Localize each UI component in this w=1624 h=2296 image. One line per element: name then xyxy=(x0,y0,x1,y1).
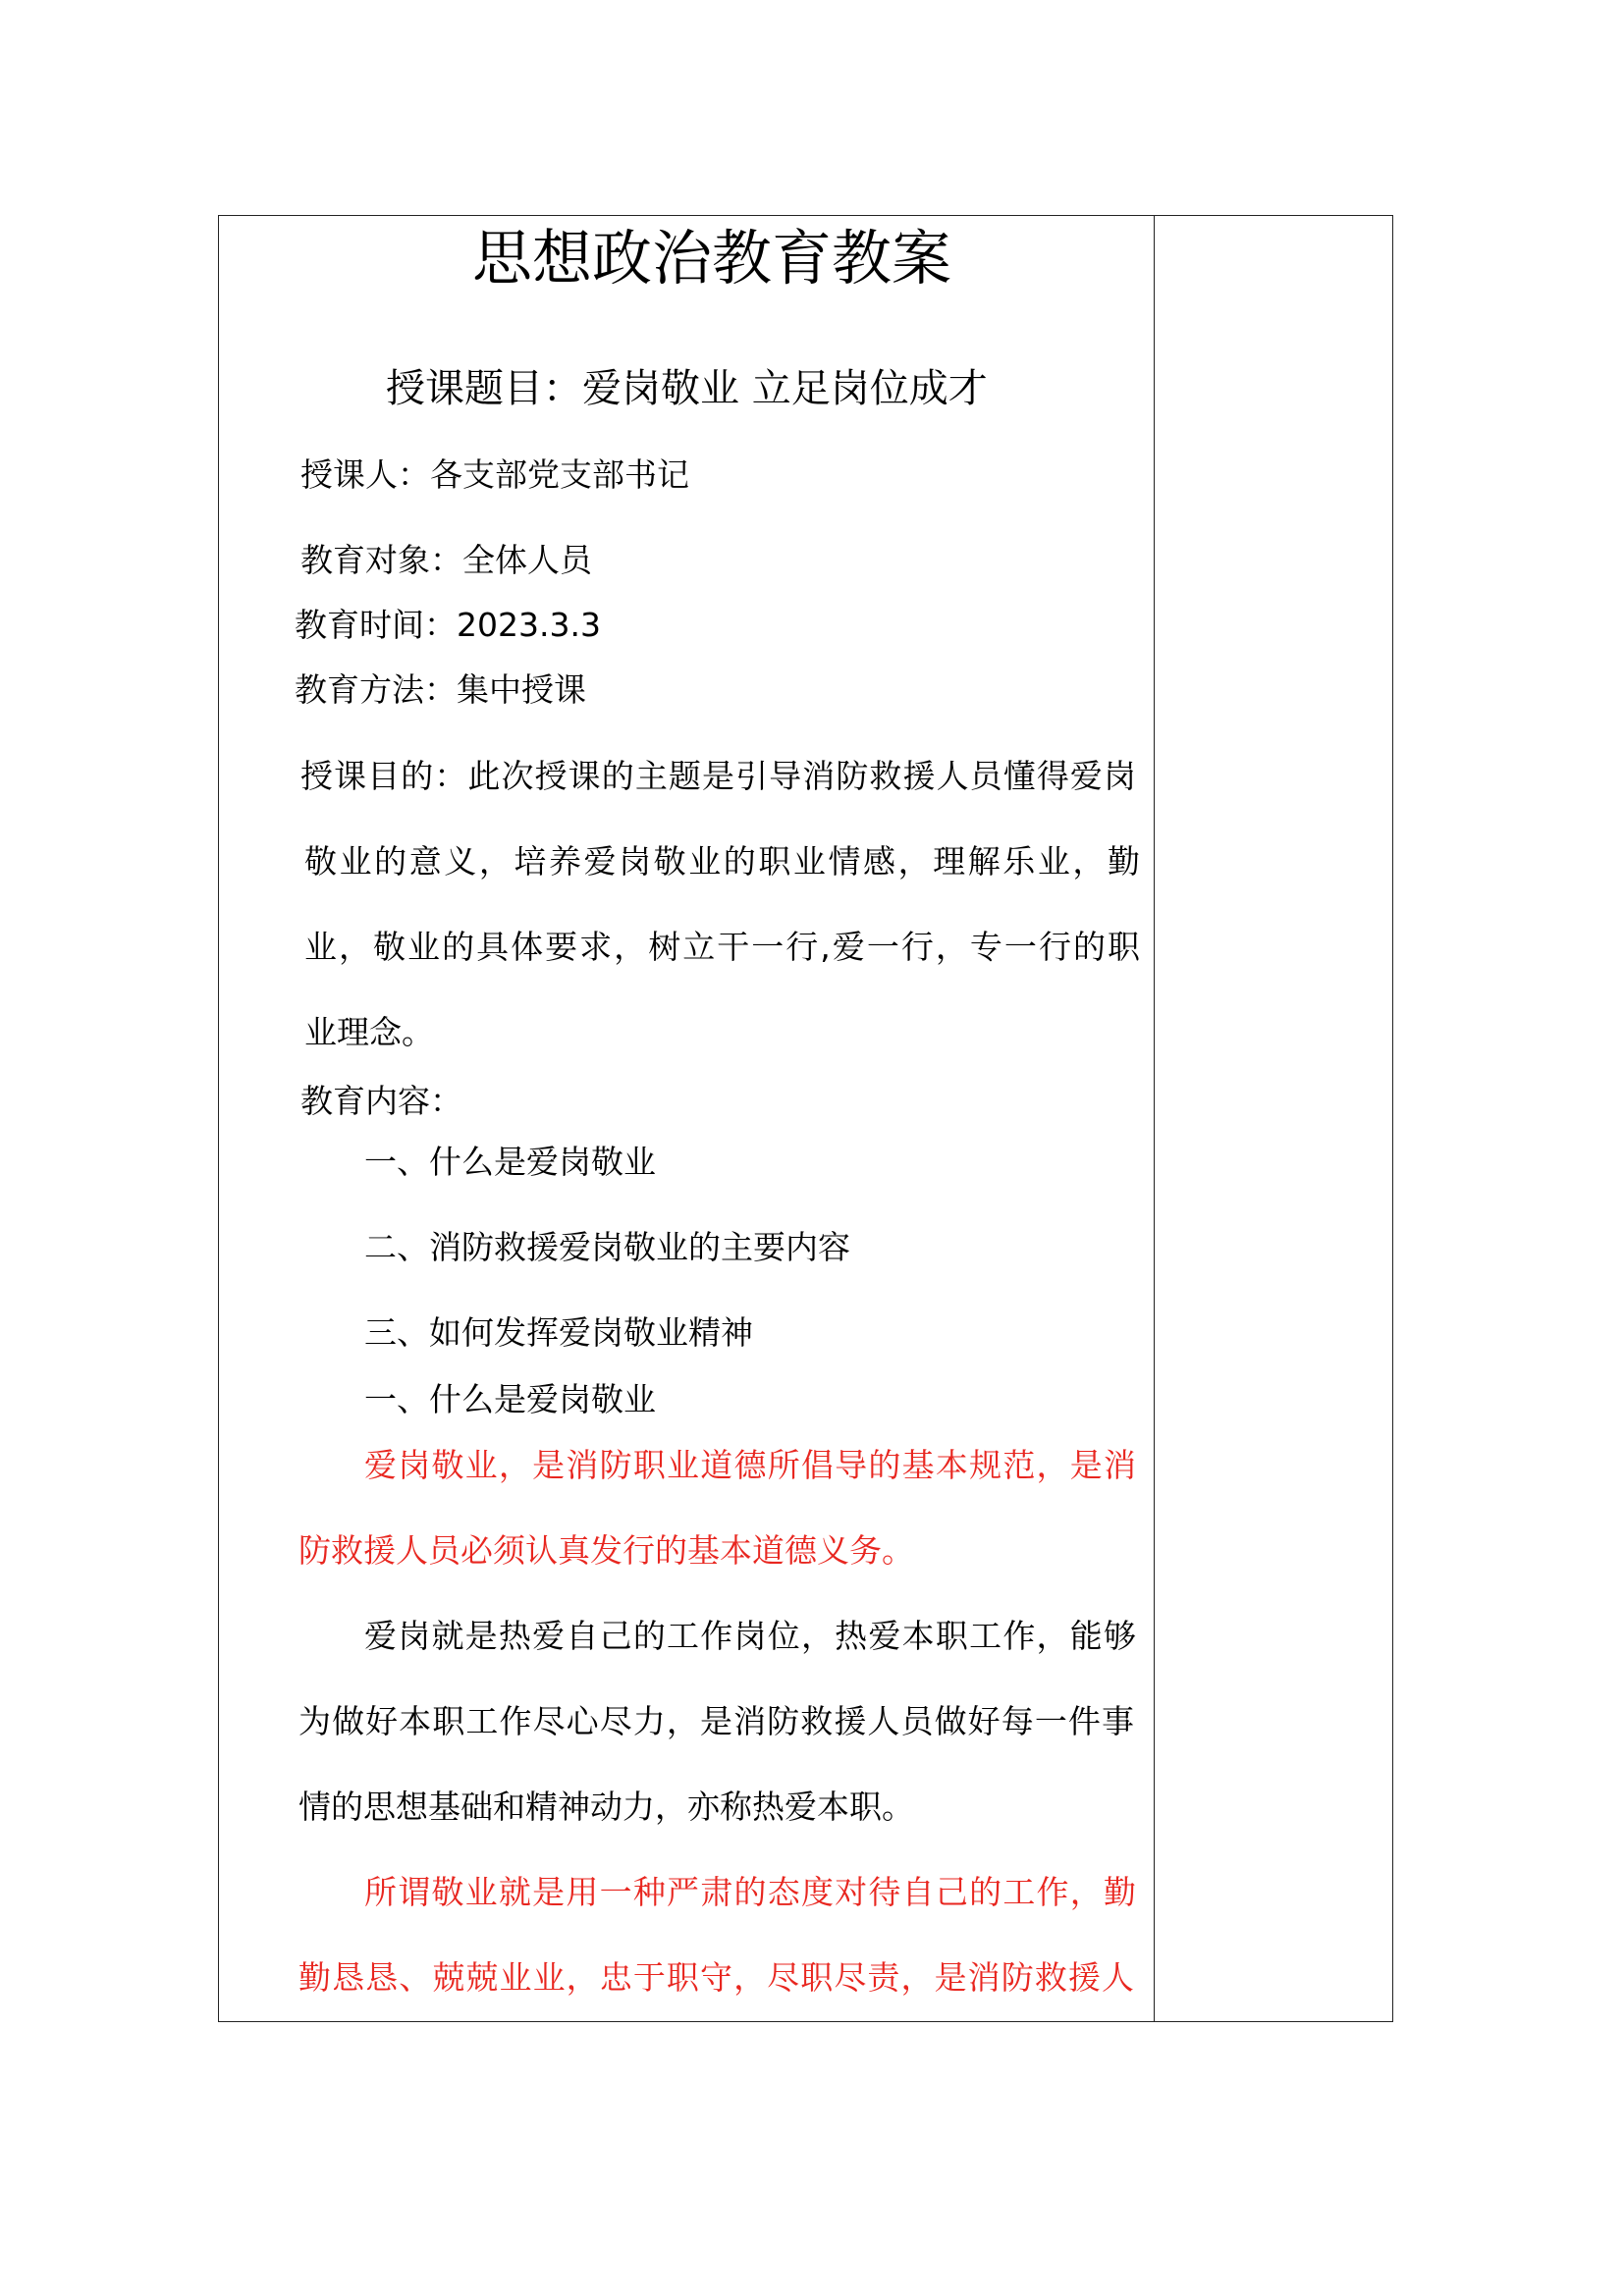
emphasis-paragraph-line: 所谓敬业就是用一种严肃的态度对待自己的工作，勤 xyxy=(364,1873,1136,1911)
section-heading: 一、什么是爱岗敬业 xyxy=(364,1380,656,1418)
outline-item: 二、消防救援爱岗敬业的主要内容 xyxy=(364,1228,850,1266)
column-divider xyxy=(1154,215,1155,2022)
purpose-line: 授课目的：此次授课的主题是引导消防救援人员懂得爱岗 xyxy=(300,757,1136,795)
content-label: 教育内容： xyxy=(300,1082,462,1120)
lesson-subject: 授课题目：爱岗敬业 立足岗位成才 xyxy=(386,366,988,411)
emphasis-paragraph-line: 爱岗敬业，是消防职业道德所倡导的基本规范，是消 xyxy=(364,1446,1136,1484)
paragraph-line: 为做好本职工作尽心尽力，是消防救援人员做好每一件事 xyxy=(298,1702,1134,1740)
audience-field: 教育对象：全体人员 xyxy=(300,541,592,579)
lecturer-field: 授课人：各支部党支部书记 xyxy=(300,455,689,494)
outline-item: 三、如何发挥爱岗敬业精神 xyxy=(364,1313,753,1352)
paragraph-line: 情的思想基础和精神动力，亦称热爱本职。 xyxy=(298,1788,914,1826)
method-field: 教育方法：集中授课 xyxy=(295,670,586,709)
time-field: 教育时间：2023.3.3 xyxy=(295,606,601,644)
purpose-line: 业理念。 xyxy=(304,1013,434,1051)
emphasis-paragraph-line: 防救援人员必须认真发行的基本道德义务。 xyxy=(298,1531,914,1570)
outline-item: 一、什么是爱岗敬业 xyxy=(364,1143,656,1181)
document-title: 思想政治教育教案 xyxy=(472,224,952,294)
emphasis-paragraph-line: 勤恳恳、兢兢业业，忠于职守，尽职尽责，是消防救援人 xyxy=(298,1958,1134,1997)
purpose-line: 业，敬业的具体要求，树立干一行,爱一行，专一行的职 xyxy=(304,928,1140,966)
paragraph-line: 爱岗就是热爱自己的工作岗位，热爱本职工作，能够 xyxy=(364,1617,1136,1655)
purpose-line: 敬业的意义，培养爱岗敬业的职业情感，理解乐业，勤 xyxy=(304,842,1140,881)
